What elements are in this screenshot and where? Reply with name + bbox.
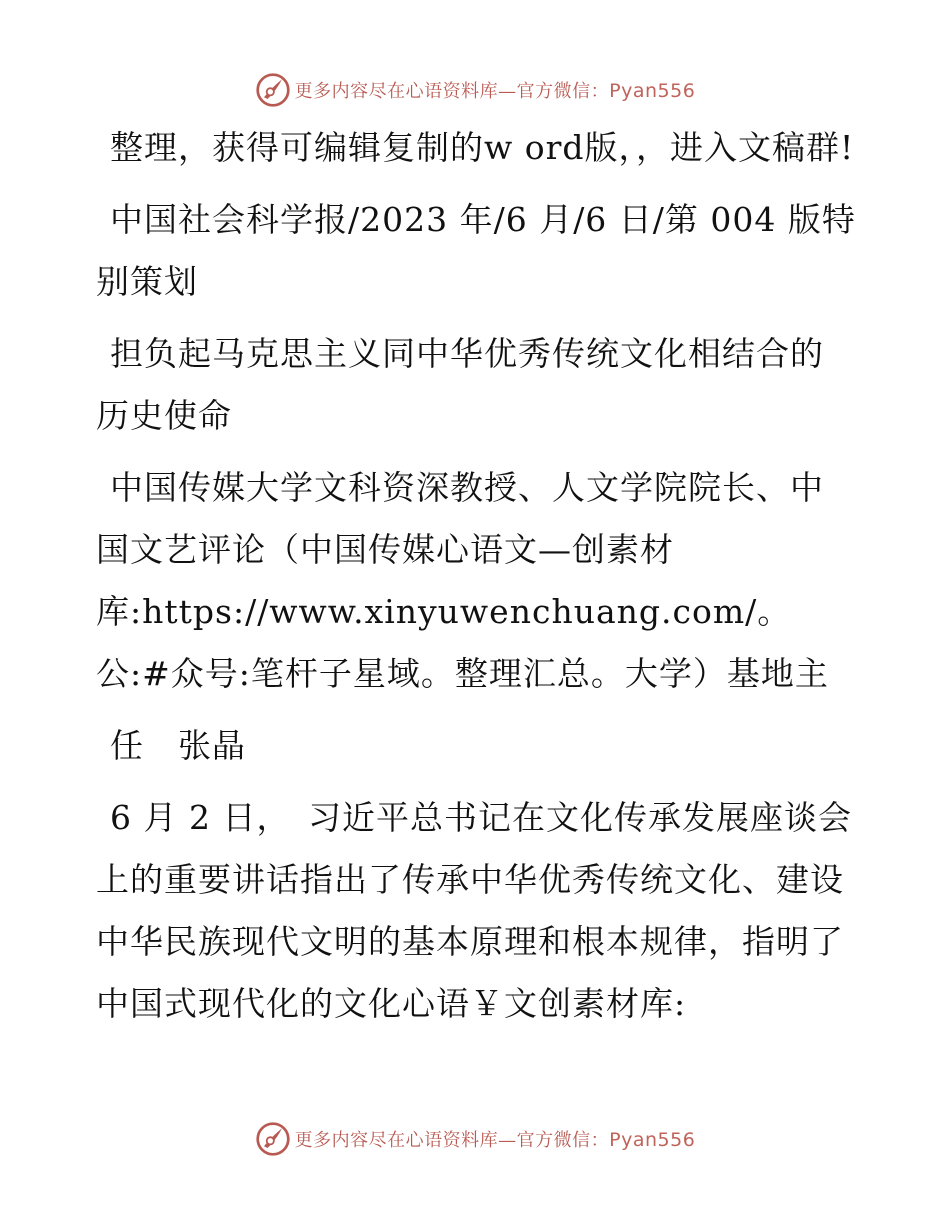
paragraph-intro: 整理，获得可编辑复制的w ord版，，进入文稿群!: [110, 128, 855, 167]
author-name: 任 张晶: [110, 726, 246, 765]
author-affiliation: 中国传媒大学文科资深教授、人文学院院长、中国文艺评论（中国传媒心语文—创素材库:https://www.xinyuwenchuang.com/。公:#众号:笔杆子星域。整理汇总。大学）基地主: [96, 468, 829, 693]
wechat-handle: Pyan556: [609, 80, 696, 102]
banner-text: 更多内容尽在心语资料库—官方微信：Pyan556: [294, 1129, 696, 1151]
paragraph-source: 中国社会科学报/2023 年/6 月/6 日/第 004 版特别策划: [96, 200, 856, 301]
wechat-handle: Pyan556: [609, 1129, 696, 1151]
quill-logo-icon: [255, 1121, 291, 1157]
footer-watermark-banner: [0, 1119, 950, 1159]
banner-text: 更多内容尽在心语资料库—官方微信：Pyan556: [294, 80, 696, 102]
paragraph-body: 6 月 2 日， 习近平总书记在文化传承发展座谈会上的重要讲话指出了传承中华优秀传统文化、建设中华民族现代文明的基本原理和根本规律，指明了中国式现代化的文化心语￥文创素材库:: [96, 798, 852, 1023]
header-watermark-banner: [0, 70, 950, 110]
document-body: [96, 117, 856, 1045]
quill-logo-icon: [255, 72, 291, 108]
article-title: 担负起马克思主义同中华优秀传统文化相结合的历史使命: [96, 334, 824, 435]
